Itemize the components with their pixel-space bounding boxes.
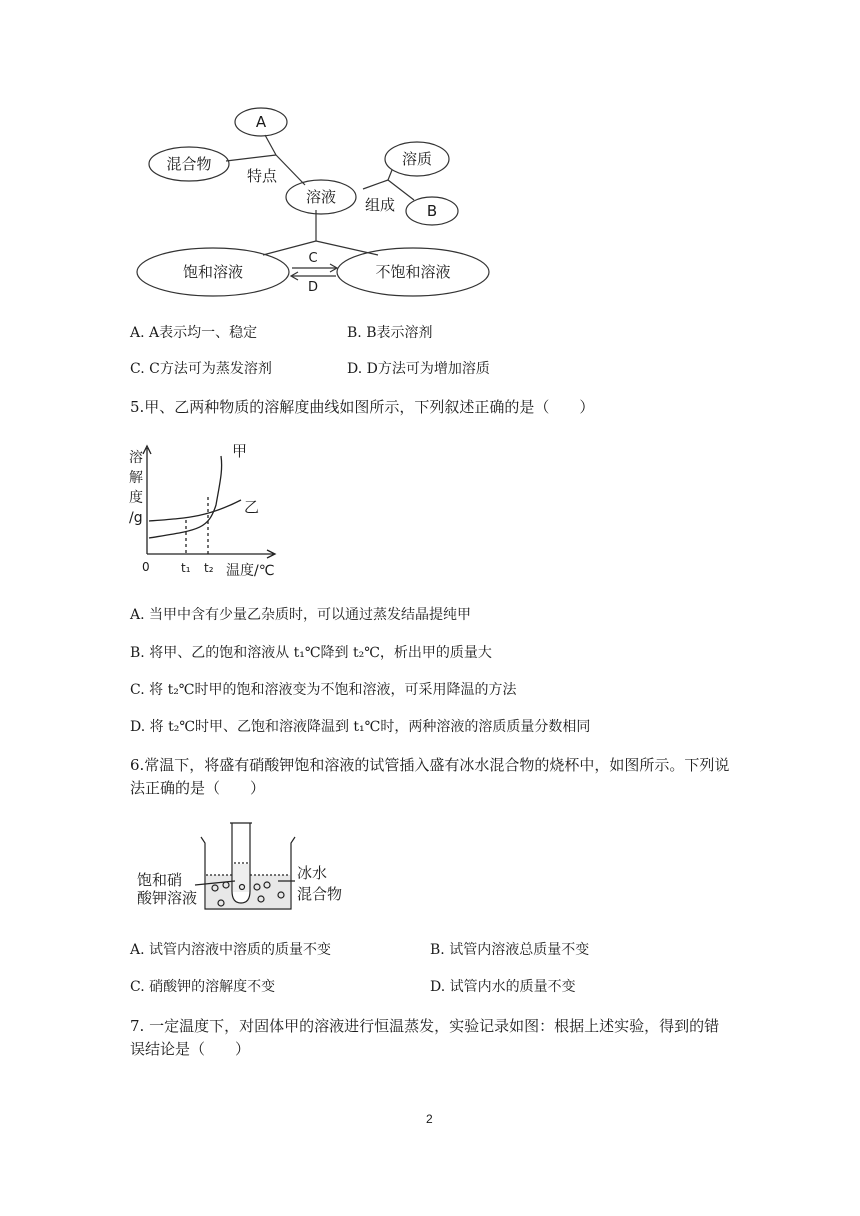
- node-a-label: A: [255, 113, 267, 131]
- series-jia-label: 甲: [232, 442, 248, 460]
- node-mixture-label: 混合物: [166, 155, 212, 173]
- label-left-1: 饱和硝: [137, 871, 183, 889]
- node-b-label: B: [426, 202, 438, 220]
- q4-option-c: C. C方法可为蒸发溶剂: [130, 361, 272, 377]
- q5-option-a: A. 当甲中含有少量乙杂质时，可以通过蒸发结晶提纯甲: [130, 607, 472, 623]
- label-left-2: 酸钾溶液: [137, 889, 198, 907]
- q5-option-c: C. 将 t₂℃时甲的饱和溶液变为不饱和溶液，可采用降温的方法: [130, 682, 517, 698]
- xlabel: 温度/℃: [226, 563, 275, 579]
- feature-label: 特点: [246, 167, 278, 185]
- node-unsaturated-label: 不饱和溶液: [375, 263, 451, 281]
- connector-line: [276, 155, 305, 185]
- connector-line: [388, 170, 392, 180]
- ylabel-char-1: 溶: [129, 450, 143, 466]
- q4-option-b: B. B表示溶剂: [347, 325, 433, 341]
- concept-map-diagram: [130, 100, 500, 300]
- series-jia-curve: [149, 456, 222, 538]
- page-number: 2: [426, 1112, 433, 1126]
- q4-option-a: A. A表示均一、稳定: [130, 325, 258, 341]
- q6-option-d: D. 试管内水的质量不变: [430, 979, 576, 995]
- q6-option-a: A. 试管内溶液中溶质的质量不变: [130, 942, 332, 958]
- series-yi-curve: [149, 500, 241, 521]
- node-solute-label: 溶质: [401, 150, 433, 168]
- series-yi-label: 乙: [244, 498, 260, 516]
- q6-option-c: C. 硝酸钾的溶解度不变: [130, 979, 276, 995]
- solubility-chart: [128, 440, 288, 585]
- ylabel-char-2: 解: [129, 470, 143, 486]
- connector-line: [226, 155, 276, 161]
- q5-option-b: B. 将甲、乙的饱和溶液从 t₁℃降到 t₂℃，析出甲的质量大: [130, 645, 492, 661]
- connector-line: [363, 180, 388, 189]
- q5-stem: 5.甲、乙两种物质的溶解度曲线如图所示，下列叙述正确的是（ ）: [130, 398, 595, 416]
- q5-option-d: D. 将 t₂℃时甲、乙饱和溶液降温到 t₁℃时，两种溶液的溶质质量分数相同: [130, 719, 591, 735]
- tick-label-t1: t₁: [181, 561, 191, 575]
- beaker-diagram: [135, 815, 355, 920]
- composition-label: 组成: [364, 196, 396, 214]
- label-right-2: 混合物: [297, 885, 343, 903]
- q6-option-b: B. 试管内溶液总质量不变: [430, 942, 590, 958]
- ylabel-char-4: /g: [129, 510, 143, 526]
- q7-stem-line2: 误结论是（ ）: [130, 1040, 251, 1058]
- label-right-1: 冰水: [297, 864, 328, 882]
- label-c: C: [308, 251, 318, 266]
- tick-label-t2: t₂: [204, 561, 214, 575]
- q4-option-d: D. D方法可为增加溶质: [347, 361, 490, 377]
- label-d: D: [307, 280, 319, 295]
- q6-stem-line2: 法正确的是（ ）: [130, 779, 266, 797]
- node-solution-label: 溶液: [305, 188, 337, 206]
- origin-label: 0: [142, 560, 150, 574]
- q6-stem-line1: 6.常温下，将盛有硝酸钾饱和溶液的试管插入盛有冰水混合物的烧杯中，如图所示。下列说: [130, 756, 730, 774]
- q7-stem-line1: 7. 一定温度下，对固体甲的溶液进行恒温蒸发，实验记录如图：根据上述实验，得到的错: [130, 1017, 720, 1035]
- node-saturated-label: 饱和溶液: [182, 263, 244, 281]
- connector-line: [265, 135, 276, 155]
- solution-fill: [233, 864, 249, 892]
- ylabel-char-3: 度: [129, 490, 143, 506]
